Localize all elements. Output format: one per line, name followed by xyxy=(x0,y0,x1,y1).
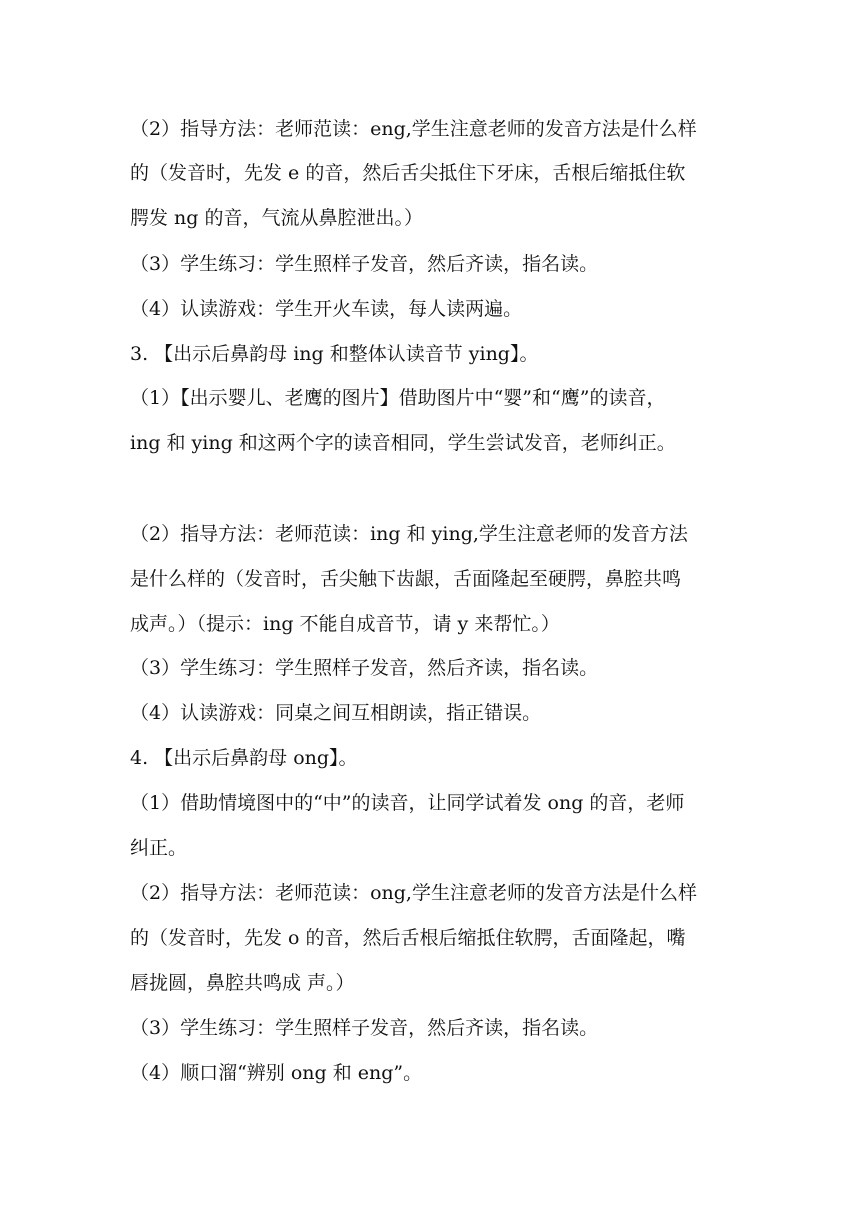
text-line: （4）认读游戏：学生开火车读，每人读两遍。 xyxy=(130,298,523,320)
text-line: 的（发音时，先发 o 的音，然后舌根后缩抵住软腭，舌面隆起，嘴 xyxy=(130,927,686,949)
text-line: （1）借助情境图中的“中”的读音，让同学试着发 ong 的音，老师 xyxy=(130,792,685,814)
text-line: 唇拢圆，鼻腔共鸣成 声。） xyxy=(130,972,355,994)
text-line: 是什么样的（发音时，舌尖触下齿龈，舌面隆起至硬腭，鼻腔共鸣 xyxy=(130,568,682,590)
text-line: （3）学生练习：学生照样子发音，然后齐读，指名读。 xyxy=(130,253,599,275)
text-line: 的（发音时，先发 e 的音，然后舌尖抵住下牙床，舌根后缩抵住软 xyxy=(130,162,686,184)
section-heading: 4. 【出示后鼻韵母 ong】。 xyxy=(130,747,358,769)
text-line: （2）指导方法：老师范读：ong,学生注意老师的发音方法是什么样 xyxy=(130,882,697,904)
text-line: （3）学生练习：学生照样子发音，然后齐读，指名读。 xyxy=(130,657,599,679)
text-line: （2）指导方法：老师范读：eng,学生注意老师的发音方法是什么样 xyxy=(130,118,697,140)
section-heading: 3. 【出示后鼻韵母 ing 和整体认读音节 ying】。 xyxy=(130,343,539,365)
text-line: （3）学生练习：学生照样子发音，然后齐读，指名读。 xyxy=(130,1017,599,1039)
text-line: （1）【出示婴儿、老鹰的图片】借助图片中“婴”和“鹰”的读音， xyxy=(130,387,666,409)
text-line: ing 和 ying 和这两个字的读音相同，学生尝试发音，老师纠正。 xyxy=(130,432,676,454)
text-line: （4）认读游戏：同桌之间互相朗读，指正错误。 xyxy=(130,702,542,724)
text-line: （2）指导方法：老师范读：ing 和 ying,学生注意老师的发音方法 xyxy=(130,523,688,545)
text-line: （4）顺口溜“辨别 ong 和 eng”。 xyxy=(130,1062,423,1084)
text-line: 腭发 ng 的音，气流从鼻腔泄出。） xyxy=(130,207,423,229)
text-line: 成声。）（提示：ing 不能自成音节，请 y 来帮忙。） xyxy=(130,613,560,635)
text-line: 纠正。 xyxy=(130,837,188,859)
